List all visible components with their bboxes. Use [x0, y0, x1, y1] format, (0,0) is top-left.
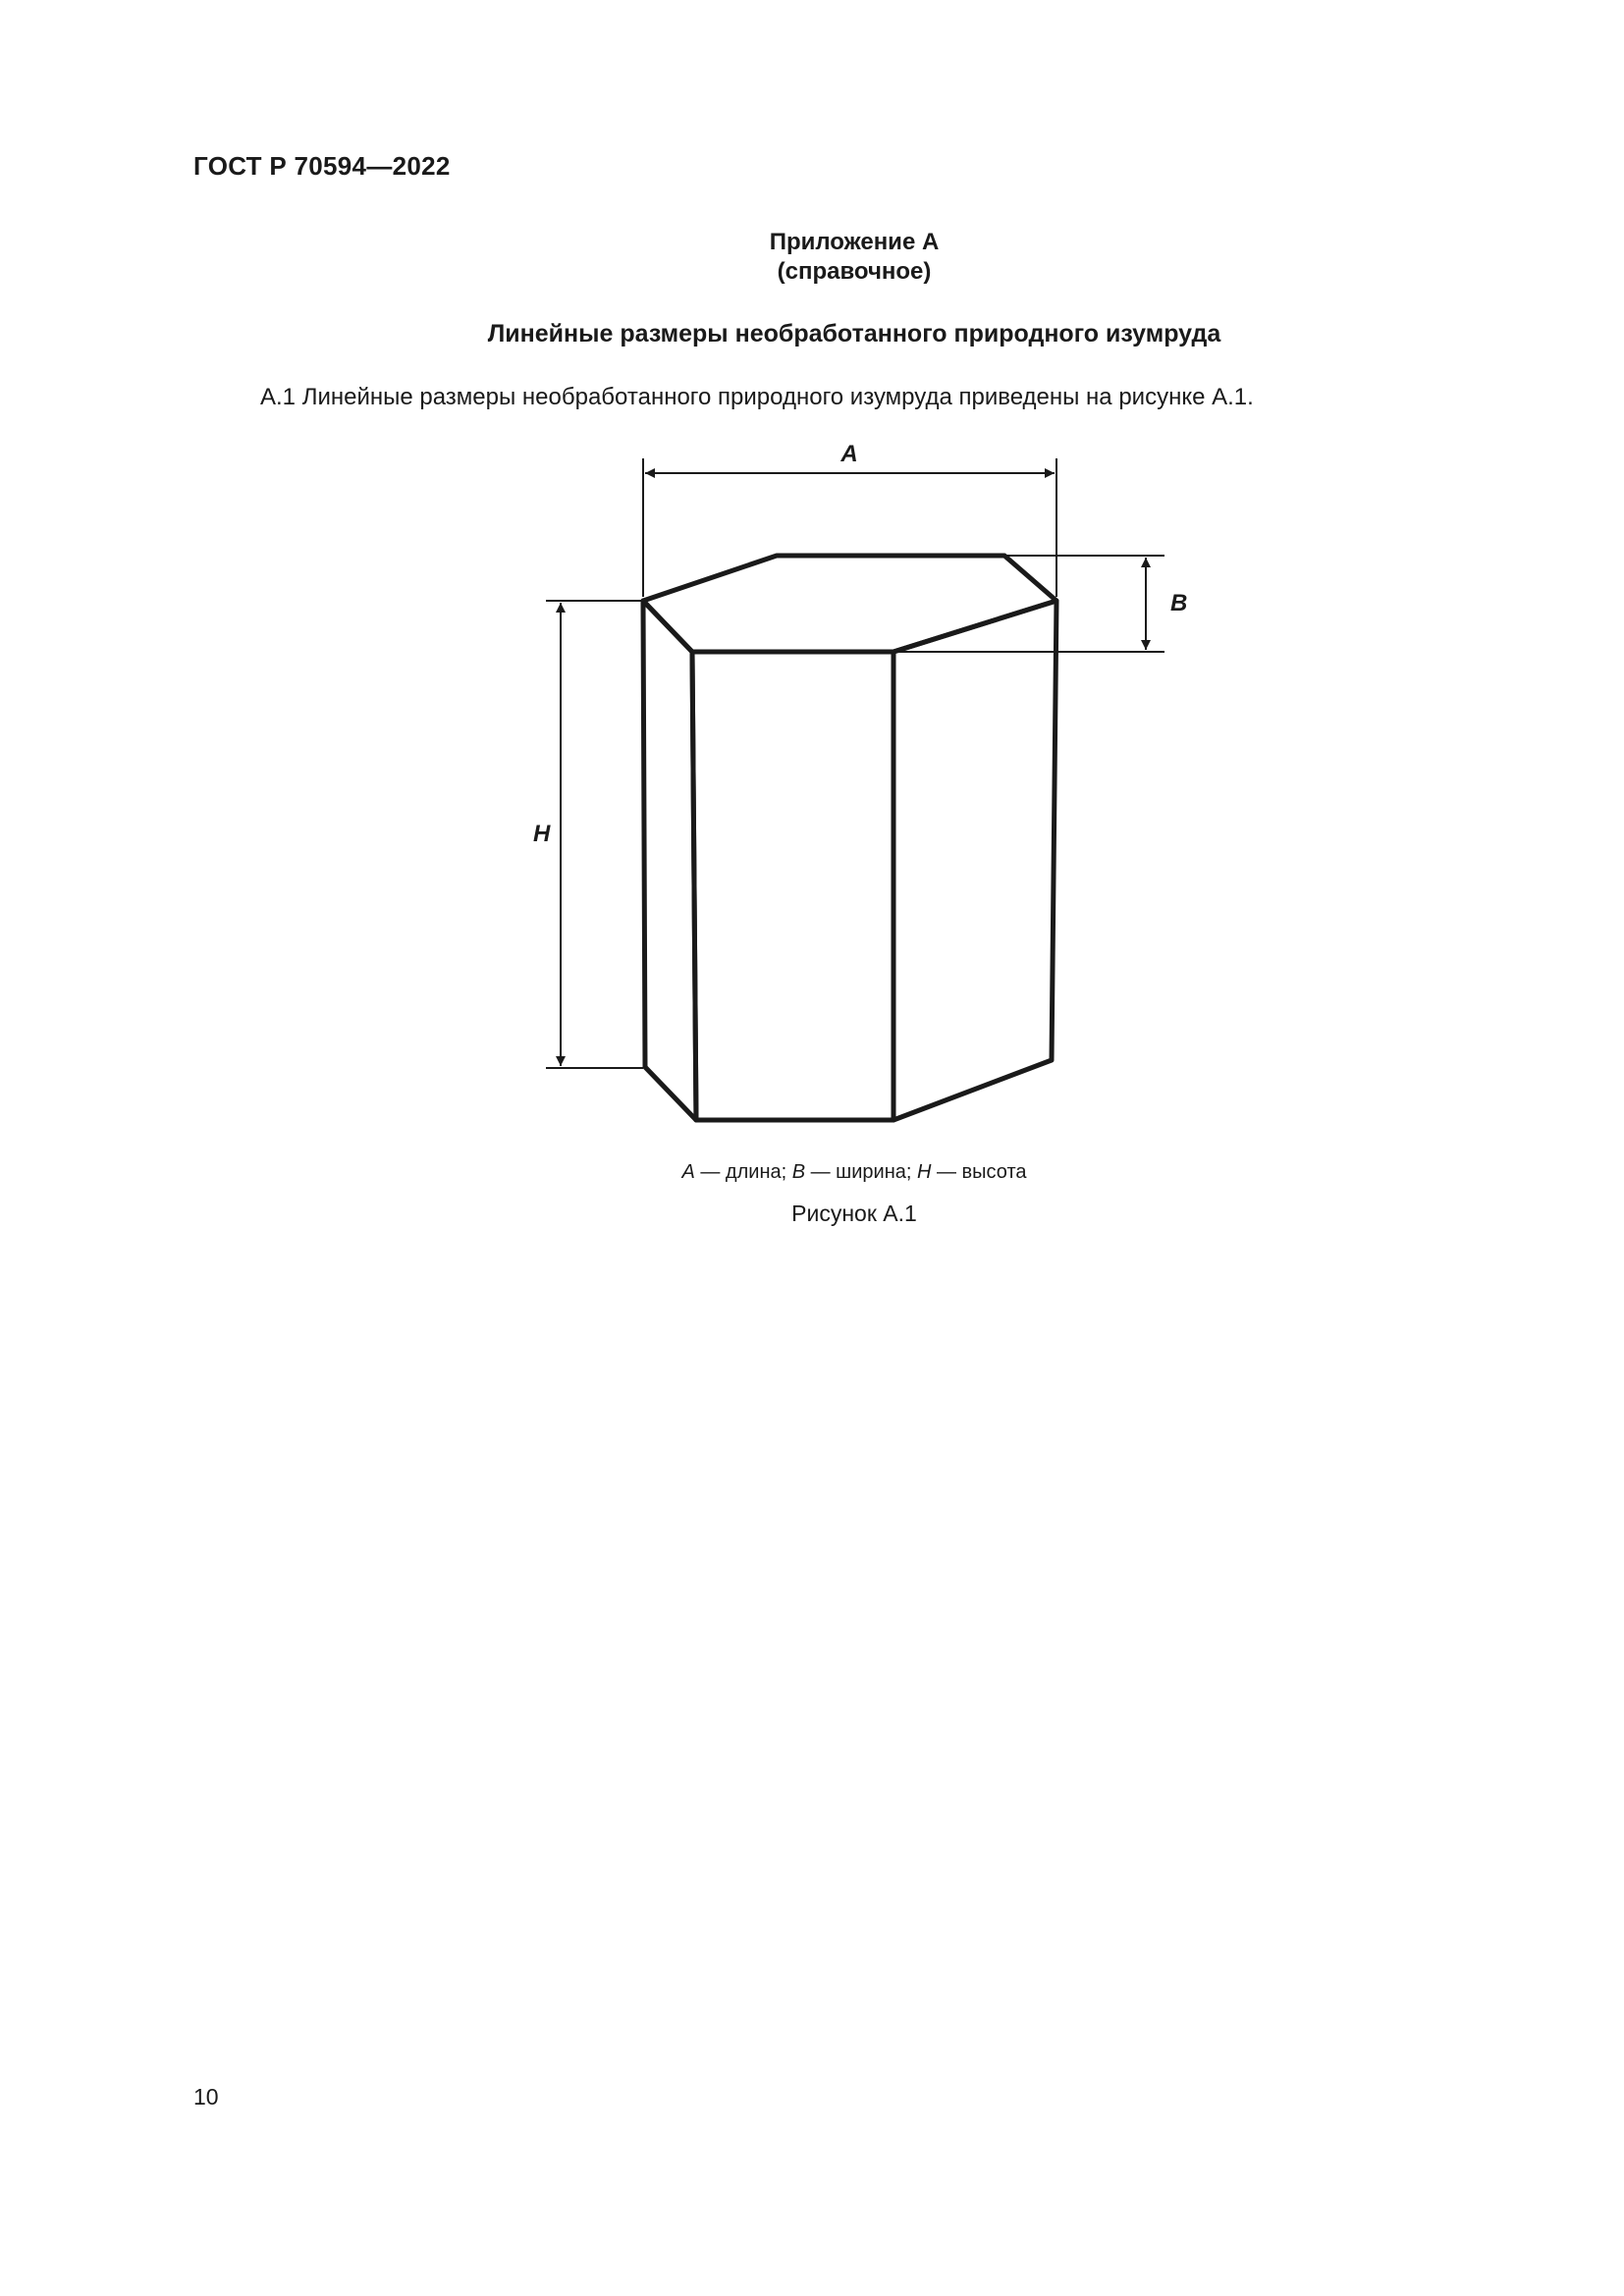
prism-outline: [643, 556, 1056, 1120]
legend-a-symbol: А: [681, 1161, 695, 1183]
figure-caption: Рисунок А.1: [791, 1201, 917, 1226]
legend-h-text: — высота: [931, 1161, 1027, 1183]
paragraph-a1: А.1 Линейные размеры необработанного природного изумруда приведены на рисунке А.1.: [260, 384, 1254, 410]
dimension-a: [643, 458, 1056, 597]
page-number: 10: [193, 2084, 219, 2109]
prism-left-face: [643, 601, 696, 1120]
annex-type: (справочное): [777, 258, 932, 285]
prism-right-face: [893, 601, 1056, 1120]
dimension-h: [546, 601, 643, 1068]
legend-b-text: — ширина;: [805, 1161, 917, 1183]
annex-title: Приложение А: [769, 229, 940, 255]
legend-a-text: — длина;: [694, 1161, 792, 1183]
dimension-h-label: H: [533, 821, 551, 847]
prism-front-face: [692, 652, 893, 1120]
dimension-b-label: B: [1170, 590, 1188, 616]
legend-b-symbol: В: [791, 1161, 806, 1183]
legend-h-symbol: Н: [916, 1161, 932, 1183]
figure-legend: [0, 1161, 1624, 1184]
standard-id: ГОСТ Р 70594—2022: [193, 151, 451, 181]
prism-top-face: [643, 556, 1056, 652]
section-title: Линейные размеры необработанного природного изумруда: [487, 320, 1221, 347]
dimension-a-label: A: [840, 441, 858, 467]
